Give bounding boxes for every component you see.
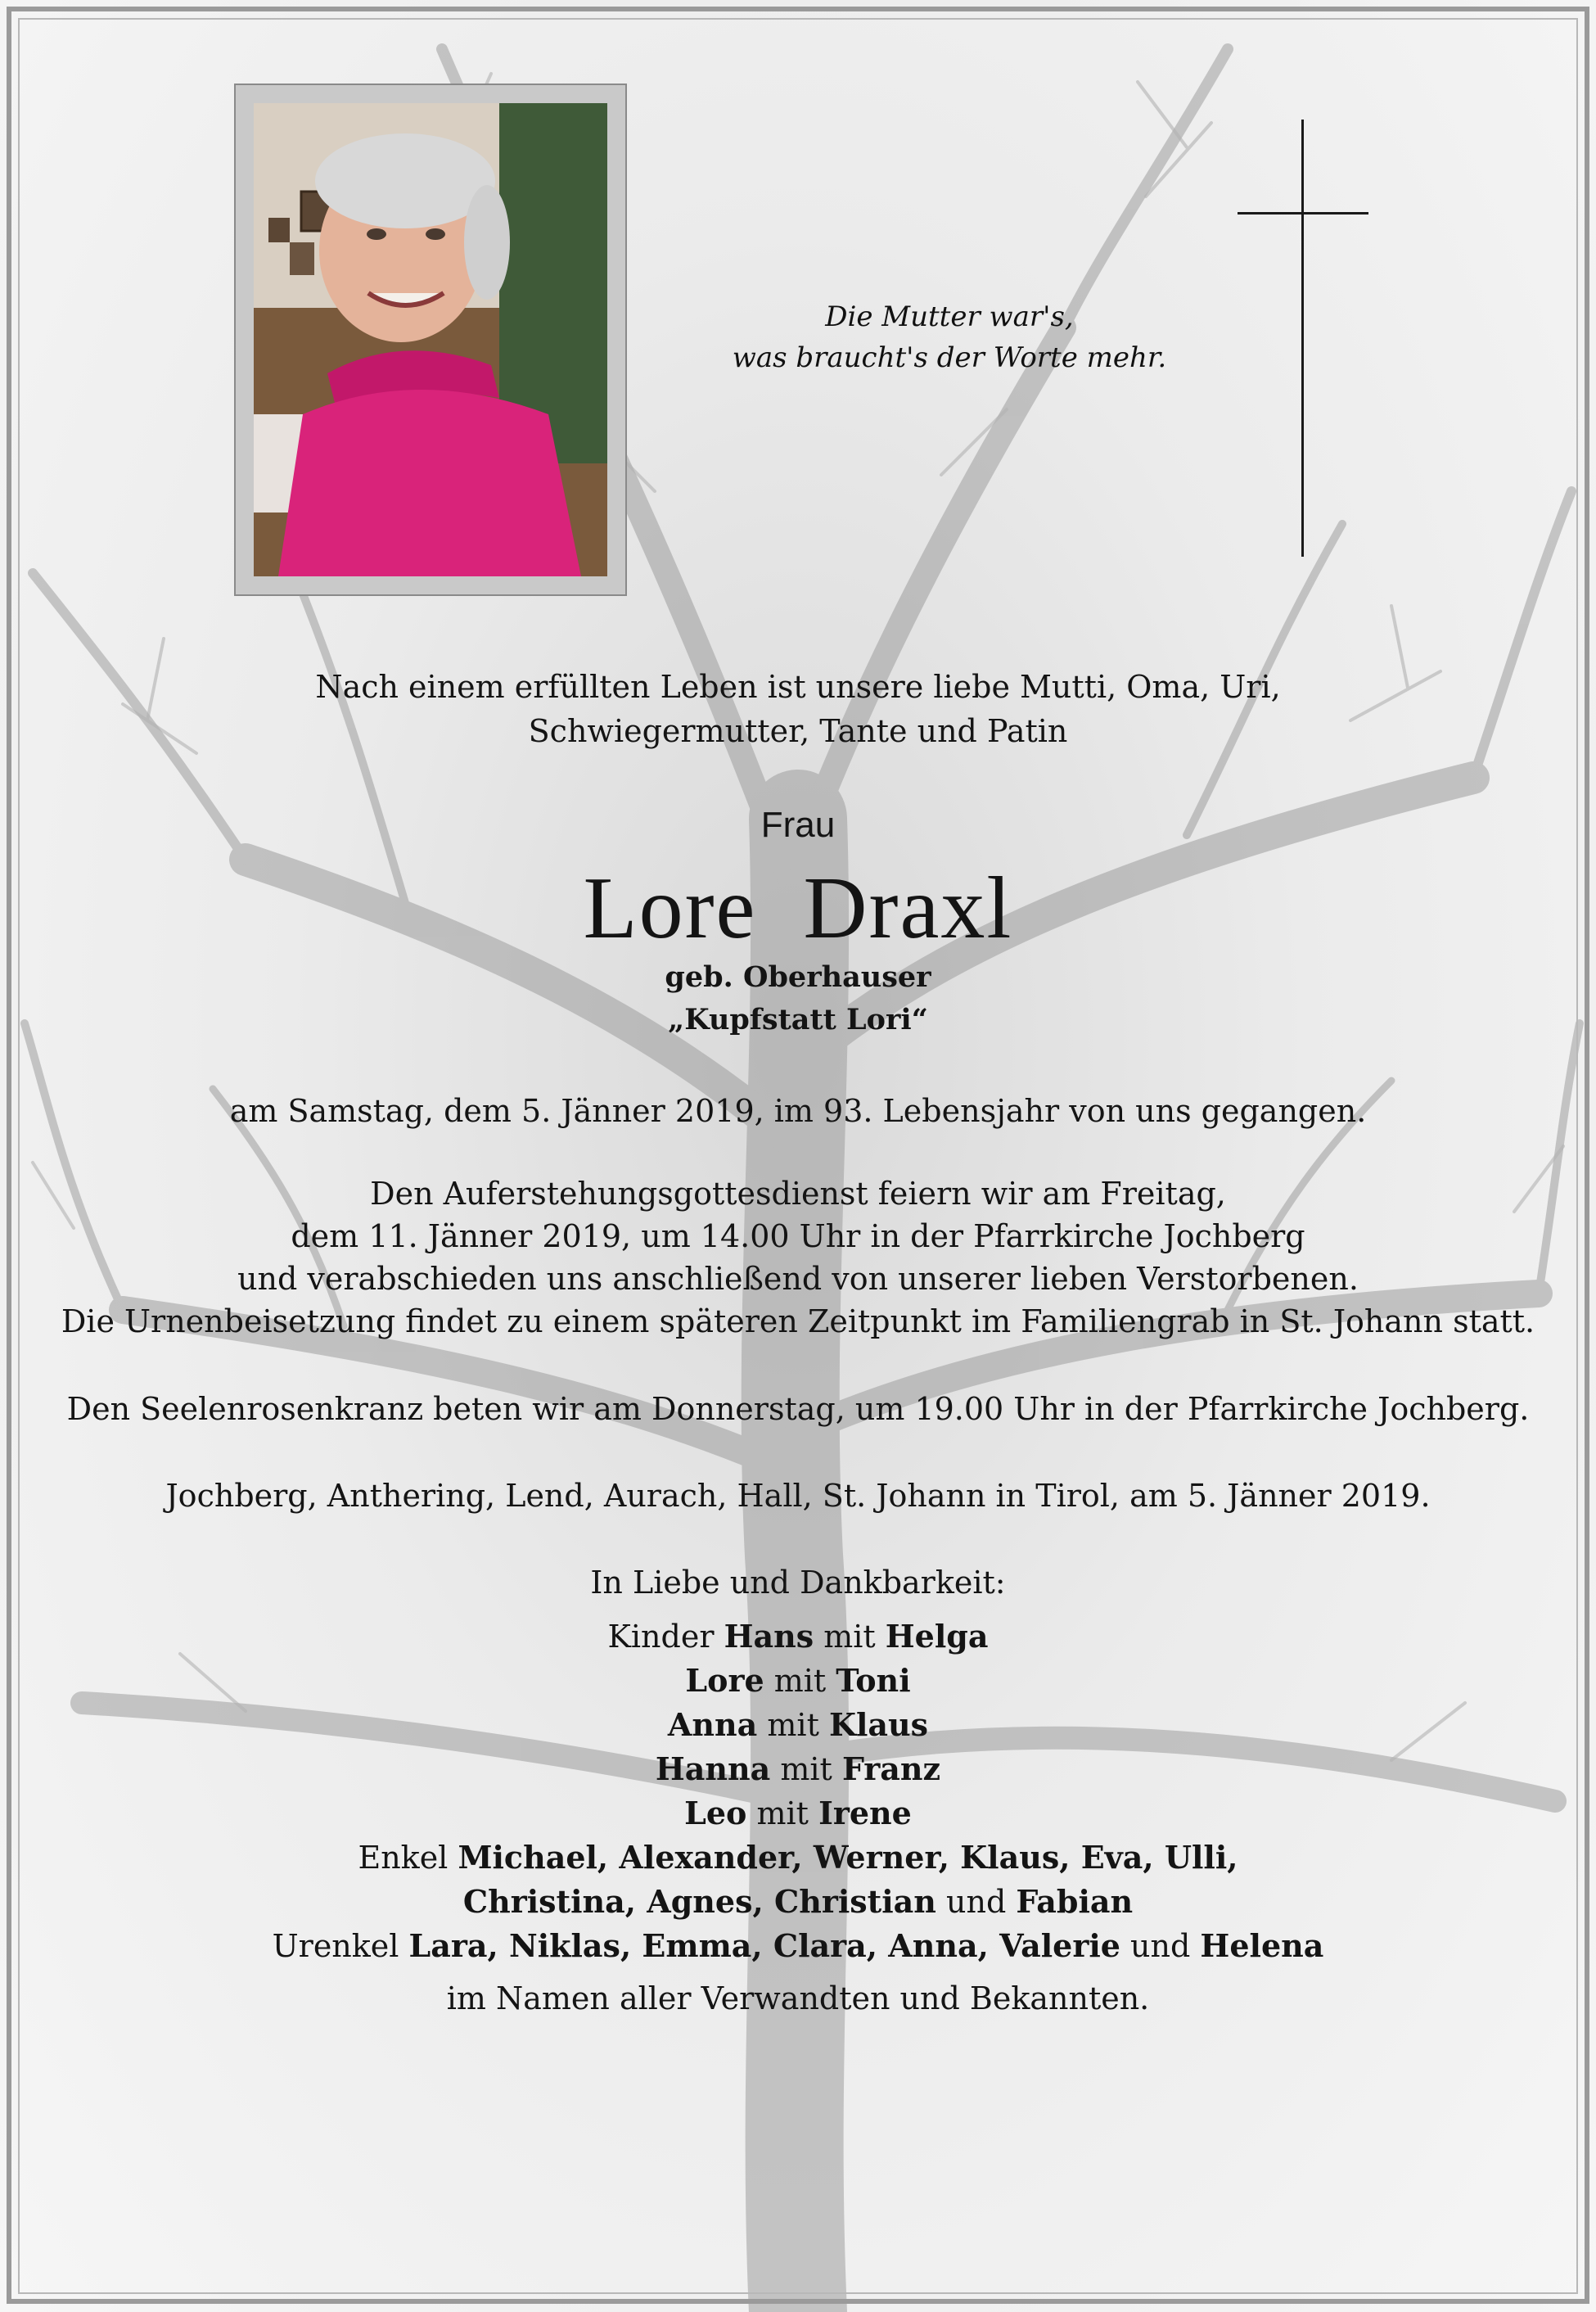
child-name: Hans — [724, 1618, 814, 1655]
great-grandchild-last-name: Helena — [1200, 1927, 1324, 1964]
birth-name: geb. Oberhauser — [665, 960, 931, 994]
portrait-photo-frame — [234, 84, 627, 596]
service-line-2: dem 11. Jänner 2019, um 14.00 Uhr in der Pfarrkirche Jochberg — [291, 1218, 1305, 1254]
family-children-row-1 — [49, 1614, 1547, 1659]
rosary-notice: Den Seelenrosenkranz beten wir am Donnerstag, um 19.00 Uhr in der Pfarrkirche Jochberg. — [66, 1391, 1530, 1427]
cross-horizontal-bar — [1238, 212, 1368, 214]
intro-line-2: Schwiegermutter, Tante und Patin — [528, 713, 1068, 749]
connector-mit: mit — [767, 1707, 819, 1743]
great-grandchildren-row — [49, 1924, 1547, 1968]
family-children-row-2 — [49, 1659, 1547, 1703]
verse-quote — [622, 296, 1277, 378]
partner-name: Toni — [836, 1662, 911, 1699]
love-and-gratitude: In Liebe und Dankbarkeit: — [590, 1565, 1006, 1601]
grandchildren-row-2 — [49, 1880, 1547, 1924]
grandchildren-row-1 — [49, 1836, 1547, 1880]
child-name: Lore — [685, 1662, 764, 1699]
children-label: Kinder — [607, 1619, 715, 1655]
partner-name: Franz — [841, 1750, 941, 1787]
verse-line-2: was braucht's der Worte mehr. — [732, 341, 1167, 374]
child-name: Leo — [684, 1795, 747, 1831]
verse-line-1: Die Mutter war's, — [825, 300, 1074, 333]
child-name: Hanna — [655, 1750, 771, 1787]
partner-name: Irene — [818, 1795, 912, 1831]
connector-mit: mit — [773, 1663, 827, 1699]
honorific: Frau — [760, 805, 836, 845]
connector-und: und — [1130, 1928, 1191, 1964]
grandchild-last-name: Fabian — [1016, 1883, 1134, 1920]
service-line-4: Die Urnenbeisetzung findet zu einem späteren Zeitpunkt im Familiengrab in St. Johann statt. — [61, 1303, 1535, 1339]
portrait-photo — [254, 103, 607, 576]
great-grandchildren-names: Lara, Niklas, Emma, Clara, Anna, Valerie — [408, 1927, 1120, 1964]
partner-name: Helga — [885, 1618, 989, 1655]
family-children-row-3 — [49, 1703, 1547, 1747]
intro-line-1: Nach einem erfüllten Leben ist unsere liebe Mutti, Oma, Uri, — [315, 669, 1281, 705]
deceased-name: Lore Draxl — [583, 860, 1013, 957]
death-notice-line: am Samstag, dem 5. Jänner 2019, im 93. Lebensjahr von uns gegangen. — [229, 1093, 1367, 1129]
child-name: Anna — [667, 1706, 758, 1743]
great-grandchildren-label: Urenkel — [272, 1928, 399, 1964]
service-details — [49, 1172, 1547, 1343]
connector-und: und — [946, 1884, 1007, 1920]
nickname: „Kupfstatt Lori“ — [668, 1003, 928, 1036]
grandchildren-names: Christina, Agnes, Christian — [462, 1883, 936, 1920]
connector-mit: mit — [756, 1795, 809, 1831]
grandchildren-names: Michael, Alexander, Werner, Klaus, Eva, Ulli, — [458, 1839, 1238, 1876]
cross-vertical-bar — [1301, 120, 1304, 557]
connector-mit: mit — [823, 1619, 876, 1655]
closing-line: im Namen aller Verwandten und Bekannten. — [446, 1980, 1150, 2016]
family-list — [49, 1614, 1547, 1968]
service-line-1: Den Auferstehungsgottesdienst feiern wir am Freitag, — [370, 1176, 1226, 1212]
service-line-3: und verabschieden uns anschließend von unserer lieben Verstorbenen. — [237, 1261, 1359, 1297]
places-and-date: Jochberg, Anthering, Lend, Aurach, Hall, St. Johann in Tirol, am 5. Jänner 2019. — [165, 1478, 1431, 1514]
family-children-row-5 — [49, 1791, 1547, 1836]
partner-name: Klaus — [828, 1706, 929, 1743]
family-children-row-4 — [49, 1747, 1547, 1791]
grandchildren-label: Enkel — [358, 1840, 449, 1876]
connector-mit: mit — [780, 1751, 832, 1787]
intro-text — [49, 665, 1547, 753]
